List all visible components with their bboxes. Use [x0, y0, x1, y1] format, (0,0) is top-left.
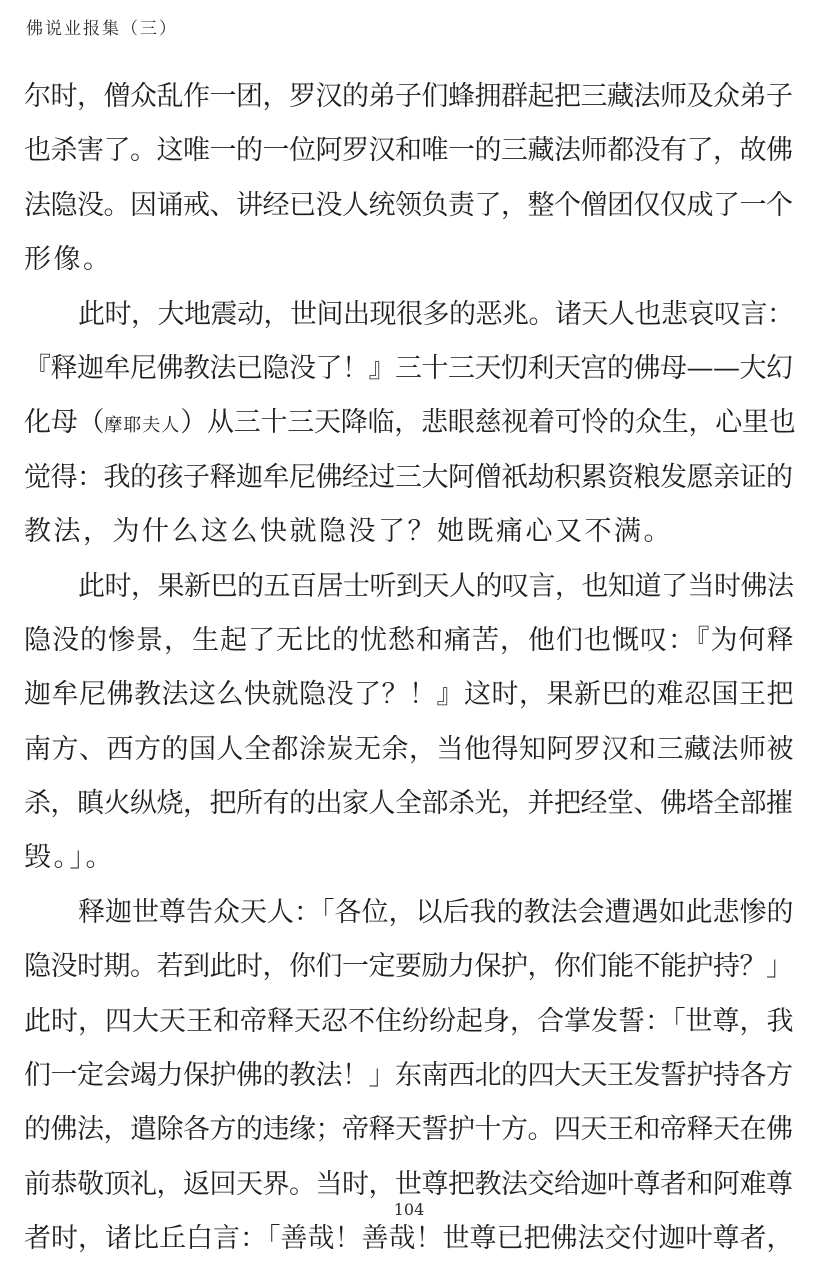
text-line: 形像。	[24, 244, 113, 276]
text-line: 释迦世尊告众天人：「各位，以后我的教法会遭遇如此悲惨的	[78, 896, 794, 928]
text-line: 前恭敬顶礼，返回天界。当时，世尊把教法交给迦叶尊者和阿难尊	[24, 1168, 793, 1200]
text-line: 迦牟尼佛教法这么快就隐没了？！』这时，果新巴的难忍国王把	[24, 679, 794, 711]
page-number: 104	[393, 1200, 425, 1219]
text-line: 觉得：我的孩子释迦牟尼佛经过三大阿僧祇劫积累资粮发愿亲证的	[24, 461, 793, 493]
text-line: 教法，为什么这么快就隐没了？她既痛心又不满。	[24, 516, 673, 548]
text-segment: ）从三十三天降临，悲眼慈视着可怜的众生，心里也	[180, 407, 796, 439]
text-line: 也杀害了。这唯一的一位阿罗汉和唯一的三藏法师都没有了，故佛	[24, 135, 793, 167]
text-line: 法隐没。因诵戒、讲经已没人统领负责了，整个僧团仅仅成了一个	[24, 189, 793, 221]
text-line: 的佛法，遣除各方的违缘；帝释天誓护十方。四天王和帝释天在佛	[24, 1114, 793, 1146]
text-line: 毁。」。	[24, 842, 115, 874]
text-line: 杀，瞋火纵烧，把所有的出家人全部杀光，并把经堂、佛塔全部摧	[24, 788, 793, 820]
body-text	[24, 70, 796, 1267]
running-header: 佛说业报集（三）	[26, 19, 178, 39]
text-line	[24, 396, 796, 450]
text-line: 者时，诸比丘白言：「善哉！善哉！世尊已把佛法交付迦叶尊者，	[24, 1223, 794, 1255]
text-segment: 化母（	[24, 407, 105, 439]
text-line: 此时，四大天王和帝释天忍不住纷纷起身，合掌发誓：「世尊，我	[24, 1005, 794, 1037]
text-line: 此时，大地震动，世间出现很多的恶兆。诸天人也悲哀叹言：	[78, 298, 794, 330]
text-line: 隐没的惨景，生起了无比的忧愁和痛苦，他们也慨叹：『为何释	[24, 624, 795, 656]
text-line: 尔时，僧众乱作一团，罗汉的弟子们蜂拥群起把三藏法师及众弟子	[24, 81, 793, 112]
annotation-small: 摩耶夫人	[104, 415, 181, 437]
text-line: 隐没时期。若到此时，你们一定要励力保护，你们能不能护持？」	[24, 951, 793, 983]
text-line: 此时，果新巴的五百居士听到天人的叹言，也知道了当时佛法	[78, 570, 794, 602]
text-line: 『释迦牟尼佛教法已隐没了！』三十三天忉利天宫的佛母——大幻	[24, 352, 793, 384]
text-line: 南方、西方的国人全都涂炭无余，当他得知阿罗汉和三藏法师被	[24, 733, 794, 765]
text-line: 们一定会竭力保护佛的教法！」东南西北的四大天王发誓护持各方	[24, 1060, 793, 1092]
